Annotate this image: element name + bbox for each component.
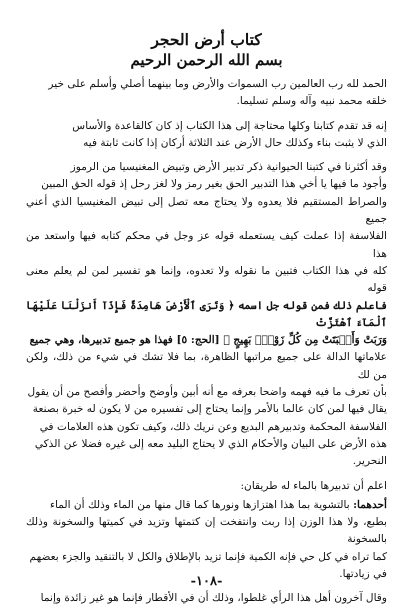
text-line: الحمد لله رب العالمين رب السموات والأرض وما بينهما أصلي وأسلم على خير <box>48 78 387 90</box>
text-line: وقال آخرون أهل هذا الرأي غلطوا، وذلك أن في الأقطار فإنما هو غير زائدة وإنما <box>40 592 387 605</box>
document-title: كتاب أرض الحجر <box>151 30 262 49</box>
paragraph-methods-intro <box>26 478 387 495</box>
method-label: أحدهما: <box>353 498 387 511</box>
text-line <box>26 497 387 514</box>
text-line: بأن تعرف ما فيه فهمه واضحا بعرفه مع أنه أبين وأوضح وأحضر وأفصح من أن يقول <box>27 386 387 399</box>
paragraph-praise <box>26 76 387 111</box>
text-line: كله في هذا الكتاب فتبين ما نقوله ولا تعدوه، وإنما هو تفسير لمن لم يعلم معنى قوله <box>26 264 387 295</box>
page-number: -١٠٨- <box>190 574 223 589</box>
text-line: الذي لا يثبت بناء وكذلك حال الأرض عند الثلاثة أركان إذا كانت ثابتة فيه <box>83 136 387 149</box>
text-line: الفلاسفة إذا عملت كيف يستعمله قوله عز وجل في محكم كتابه فيها واستعد من هذا <box>26 230 387 260</box>
text-line: هذه الأرض على البيان والأحكام الذي لا يحتاج البليد معه إلى غيره فضلا عن الذكي <box>34 437 387 450</box>
quran-verse-line: وَرَبَتْ وَأَنۢبَتَتْ مِن كُلِّ زَوْجٍۭ بَهِيجٍ ﴾ [الحج: ٥] فهذا هو جميع تدبيرها، وهي جميع <box>29 334 387 347</box>
text-line: وقد أكثرنا في كتبنا الحيوانية ذكر تدبير الأرض وتبيض المغنيسيا من الرموز <box>70 161 387 174</box>
text-line: اعلم أن تدبيرها بالماء له طريقان: <box>240 479 387 492</box>
text-line: في زيادتها. <box>339 568 387 581</box>
text-line: الفلاسفة المحكمة وتدبيرهم البديع وعن نريك ذلك، وكيف تكون هذه العلامات في <box>39 420 387 433</box>
text-line: يقال فيها لمن كان عالما بالأمر وإنما يحتاج إلى تفسيره من لا يكون له خبرة بصنعة <box>32 403 387 416</box>
text-line: وأجود ما فيها يا أخي هذا التدبير الحق بغير رمز ولا لغز رحل إذ قوله الحق المبين <box>41 178 387 191</box>
text-line: كما تراه في كل حي فإنه الكمية فإنما تزيد بالإطلاق والكل لا بالتنقيد والجزء بعضهم <box>29 550 387 563</box>
paragraph-first-method <box>26 497 387 583</box>
text-line: النحرير. <box>352 455 387 468</box>
basmala-heading: بسم الله الرحمن الرحيم <box>130 51 283 69</box>
paragraph-intro <box>26 118 387 153</box>
text-line: إنه قد تقدم كتابنا وكلها محتاجة إلى هذا الكتاب إذ كان كالقاعدة والأساس <box>72 119 387 132</box>
text-line: علاماتها الدالة على جميع مراتبها الظاهرة، بما فلا تشك في شيء من ذلك، ولكن من لك <box>26 351 387 381</box>
text-line: بطبع، ولا هذا الوزن إذا ربت وانتفخت إن كتمتها وتزيد في كميتها والسخونة وذلك بالسخونة <box>26 516 387 546</box>
paragraph-main <box>26 159 387 470</box>
quran-verse-line: فاعلم ذلك فمن قوله جل اسمه ﴿ وَتَرَى ٱلْأَرْضَ هَامِدَةً فَإِذَآ أَنزَلْنَا عَلَيْهَا ٱلْمَآءَ ٱهْتَزَّتْ <box>26 299 387 329</box>
text-line: والصراط المستقيم فلا يعدوه ولا يحتاج معه تصل إلى تبيض المغنيسيا الذي أعني جميع <box>26 195 387 226</box>
text-span: بالتشوية بما هذا اهتزازها ونورها كما قال منها من الماء وذلك أن الماء <box>50 498 350 511</box>
text-line: خلقه محمد نبيه وآله وسلم تسليما. <box>236 95 387 108</box>
